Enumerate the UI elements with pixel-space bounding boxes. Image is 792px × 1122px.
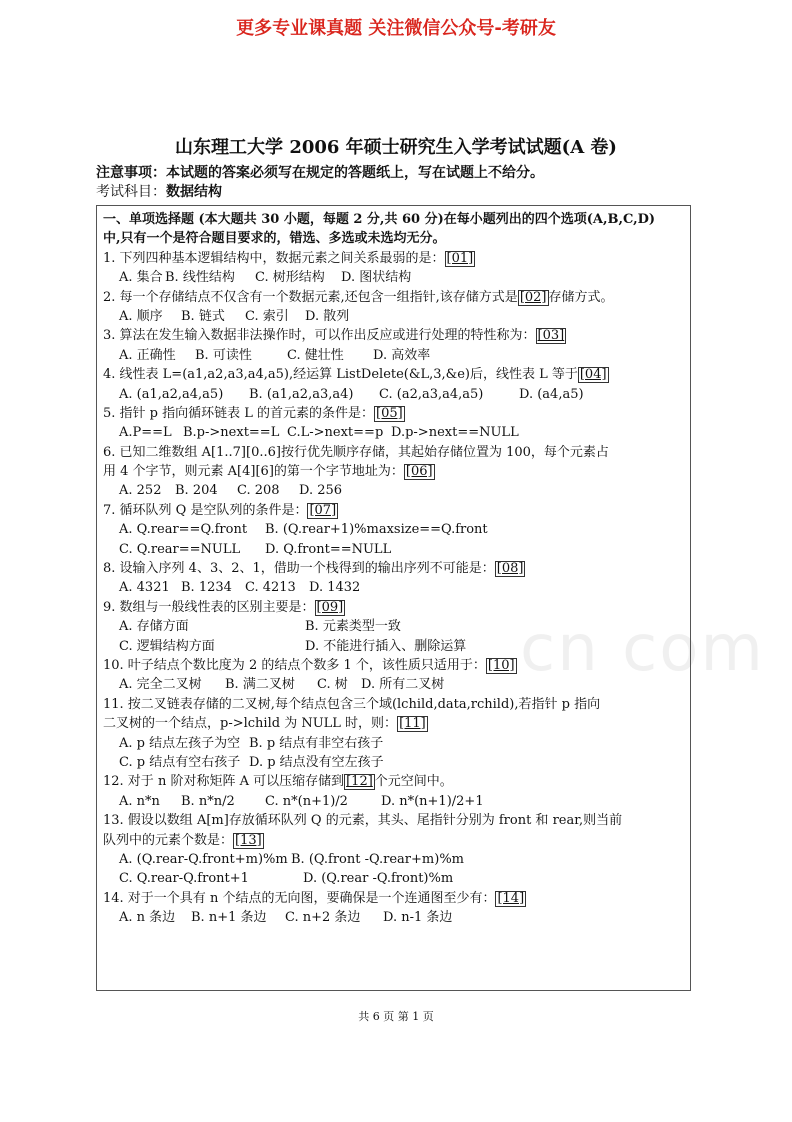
question-4 xyxy=(103,365,687,384)
question-text: 二叉树的一个结点，p->lchild 为 NULL 时，则： xyxy=(103,716,398,732)
option-c: C. 4213 xyxy=(245,580,296,596)
question-1-options xyxy=(103,268,687,287)
option-b: B. 元素类型一致 xyxy=(305,619,401,635)
question-5 xyxy=(103,404,687,423)
question-text: 4. 线性表 L=(a1,a2,a3,a4,a5),经运算 ListDelete(&L,3,&e)后，线性表 L 等于 xyxy=(103,367,578,383)
answer-blank: [09] xyxy=(316,599,344,615)
option-d: D. 不能进行插入、删除运算 xyxy=(305,638,467,654)
option-b: B. 满二叉树 xyxy=(225,677,295,693)
option-d: D. 图状结构 xyxy=(341,270,412,286)
option-d: D. 所有二叉树 xyxy=(361,677,445,693)
question-3 xyxy=(103,326,687,345)
answer-blank: [14] xyxy=(497,890,525,906)
page-footer: 共 6 页 第 1 页 xyxy=(358,1010,434,1023)
option-c: C. p 结点有空右孩子 xyxy=(119,754,241,770)
option-d: D. 1432 xyxy=(309,580,361,596)
question-2 xyxy=(103,288,687,307)
option-b: B. 线性结构 xyxy=(165,270,235,286)
question-text-after: 个元空间中。 xyxy=(374,774,453,790)
option-a: A. 4321 xyxy=(119,580,170,596)
question-6-line2 xyxy=(103,462,687,481)
answer-blank: [10] xyxy=(487,657,515,673)
question-14-options xyxy=(103,908,687,927)
option-c: C. 树 xyxy=(317,677,348,693)
question-text: 8. 设输入序列 4、3、2、1，借助一个栈得到的输出序列不可能是： xyxy=(103,561,495,577)
answer-blank: [03] xyxy=(537,328,565,344)
option-d: D. (Q.rear -Q.front)%m xyxy=(303,871,454,887)
question-9-options-row2 xyxy=(103,637,687,656)
option-c: C. 健壮性 xyxy=(287,347,344,363)
question-6-line1: 6. 已知二维数组 A[1..7][0..6]按行优先顺序存储，其起始存储位置为 100，每个元素占 xyxy=(103,444,609,460)
exam-notice: 注意事项：本试题的答案必须写在规定的答题纸上，写在试题上不给分。 xyxy=(96,165,544,181)
option-d: D. 高效率 xyxy=(373,347,431,363)
option-b: B. n+1 条边 xyxy=(191,910,267,926)
option-c: C. 树形结构 xyxy=(255,270,325,286)
watermark: cn com xyxy=(520,612,765,686)
question-text: 1. 下列四种基本逻辑结构中，数据元素之间关系最弱的是： xyxy=(103,250,445,266)
section-heading-line2: 中,只有一个是符合题目要求的，错选、多选或未选均无分。 xyxy=(103,231,446,247)
question-text: 10. 叶子结点个数比度为 2 的结点个数多 1 个，该性质只适用于： xyxy=(103,657,486,673)
answer-blank: [12] xyxy=(346,774,373,790)
option-a: A. 完全二叉树 xyxy=(119,677,202,693)
question-12-options xyxy=(103,792,687,811)
question-13-options-row1 xyxy=(103,850,687,869)
question-9-options-row1 xyxy=(103,617,687,636)
option-a: A. (Q.rear-Q.front+m)%m xyxy=(119,851,288,867)
option-d: D. 散列 xyxy=(305,308,350,324)
option-a: A. 252 xyxy=(119,483,162,499)
option-a: A. 集合 xyxy=(119,270,163,286)
option-c: C. Q.rear-Q.front+1 xyxy=(119,871,249,887)
option-b: B. 1234 xyxy=(181,580,232,596)
option-d: D. 256 xyxy=(299,483,343,499)
option-a: A. n*n xyxy=(119,793,160,809)
question-list xyxy=(103,210,687,927)
question-7 xyxy=(103,501,687,520)
question-3-options xyxy=(103,346,687,365)
question-11-options-row2 xyxy=(103,753,687,772)
option-b: B. 204 xyxy=(175,483,218,499)
question-text: 队列中的元素个数是： xyxy=(103,832,234,848)
option-d: D. p 结点没有空左孩子 xyxy=(249,754,384,770)
question-text: 2. 每一个存储结点不仅含有一个数据元素,还包含一组指针,该存储方式是 xyxy=(103,289,518,305)
option-b: B. p 结点有非空右孩子 xyxy=(249,735,384,751)
answer-blank: [05] xyxy=(376,405,403,421)
question-4-options xyxy=(103,385,687,404)
exam-subject xyxy=(96,181,222,201)
question-text: 12. 对于 n 阶对称矩阵 A 可以压缩存储到 xyxy=(103,774,345,790)
question-2-options xyxy=(103,307,687,326)
option-b: B. (Q.rear+1)%maxsize==Q.front xyxy=(265,522,488,538)
answer-blank: [13] xyxy=(235,832,262,848)
option-d: D. Q.front==NULL xyxy=(265,541,392,557)
question-9 xyxy=(103,598,687,617)
answer-blank: [01] xyxy=(446,250,474,266)
question-text: 14. 对于一个具有 n 个结点的无向图，要确保是一个连通图至少有： xyxy=(103,890,496,906)
question-11-line2 xyxy=(103,714,687,733)
answer-blank: [11] xyxy=(399,716,426,732)
option-b: B. (Q.front -Q.rear+m)%m xyxy=(291,851,464,867)
question-12 xyxy=(103,772,687,791)
option-a: A. Q.rear==Q.front xyxy=(119,522,248,538)
option-d: D. n*(n+1)/2+1 xyxy=(381,793,484,809)
option-a: A.P==L xyxy=(119,425,172,441)
option-a: A. 存储方面 xyxy=(119,619,189,635)
option-a: A. n 条边 xyxy=(119,910,176,926)
section-heading-line1: 一、单项选择题 (本大题共 30 小题，每题 2 分,共 60 分)在每小题列出的四个选项(A,B,C,D) xyxy=(103,212,656,227)
question-13-line1: 13. 假设以数组 A[m]存放循环队列 Q 的元素，其头、尾指针分别为 front 和 rear,则当前 xyxy=(103,813,623,829)
option-c: C. n+2 条边 xyxy=(285,910,361,926)
question-6-options xyxy=(103,481,687,500)
option-c: C. 索引 xyxy=(245,308,289,324)
question-14 xyxy=(103,889,687,908)
question-8-options xyxy=(103,578,687,597)
option-c: C. Q.rear==NULL xyxy=(119,541,241,557)
question-10 xyxy=(103,656,687,675)
option-c: C. 逻辑结构方面 xyxy=(119,638,215,654)
question-13-line2 xyxy=(103,831,687,850)
question-8 xyxy=(103,559,687,578)
option-c: C. 208 xyxy=(237,483,280,499)
question-5-options xyxy=(103,423,687,442)
option-c: C. n*(n+1)/2 xyxy=(265,793,348,809)
question-text: 5. 指针 p 指向循环链表 L 的首元素的条件是： xyxy=(103,405,375,421)
question-text: 3. 算法在发生输入数据非法操作时，可以作出反应或进行处理的特性称为： xyxy=(103,328,536,344)
question-text: 7. 循环队列 Q 是空队列的条件是： xyxy=(103,502,308,518)
option-a: A. 顺序 xyxy=(119,308,163,324)
option-c: C.L->next==p xyxy=(287,425,384,441)
option-b: B.p->next==L xyxy=(183,425,280,441)
question-text: 9. 数组与一般线性表的区别主要是： xyxy=(103,599,315,615)
question-11-options-row1 xyxy=(103,734,687,753)
question-7-options-row2 xyxy=(103,540,687,559)
question-13-options-row2 xyxy=(103,869,687,888)
answer-blank: [08] xyxy=(496,561,524,577)
option-a: A. p 结点左孩子为空 xyxy=(119,735,241,751)
subject-value: 数据结构 xyxy=(166,184,222,200)
option-b: B. n*n/2 xyxy=(181,793,235,809)
option-d: D.p->next==NULL xyxy=(391,425,519,441)
answer-blank: [07] xyxy=(309,502,337,518)
exam-title: 山东理工大学 2006 年硕士研究生入学考试试题(A 卷) xyxy=(175,137,617,158)
question-7-options-row1 xyxy=(103,520,687,539)
option-a: A. 正确性 xyxy=(119,347,176,363)
answer-blank: [04] xyxy=(579,367,607,383)
answer-blank: [06] xyxy=(405,464,433,480)
option-d: D. n-1 条边 xyxy=(383,910,453,926)
promo-banner: 更多专业课真题 关注微信公众号-考研友 xyxy=(236,18,556,39)
option-a: A. (a1,a2,a4,a5) xyxy=(119,386,224,402)
question-1 xyxy=(103,249,687,268)
option-b: B. 可读性 xyxy=(195,347,252,363)
question-11-line1: 11. 按二叉链表存储的二叉树,每个结点包含三个域(lchild,data,rchild),若指针 p 指向 xyxy=(103,696,601,712)
answer-blank: [02] xyxy=(519,289,547,305)
question-10-options xyxy=(103,675,687,694)
option-c: C. (a2,a3,a4,a5) xyxy=(379,386,484,402)
question-text-after: 存储方式。 xyxy=(548,289,614,305)
subject-label: 考试科目： xyxy=(96,184,166,200)
option-d: D. (a4,a5) xyxy=(519,386,584,402)
question-text: 用 4 个字节，则元素 A[4][6]的第一个字节地址为： xyxy=(103,464,404,480)
option-b: B. (a1,a2,a3,a4) xyxy=(249,386,354,402)
option-b: B. 链式 xyxy=(181,308,225,324)
